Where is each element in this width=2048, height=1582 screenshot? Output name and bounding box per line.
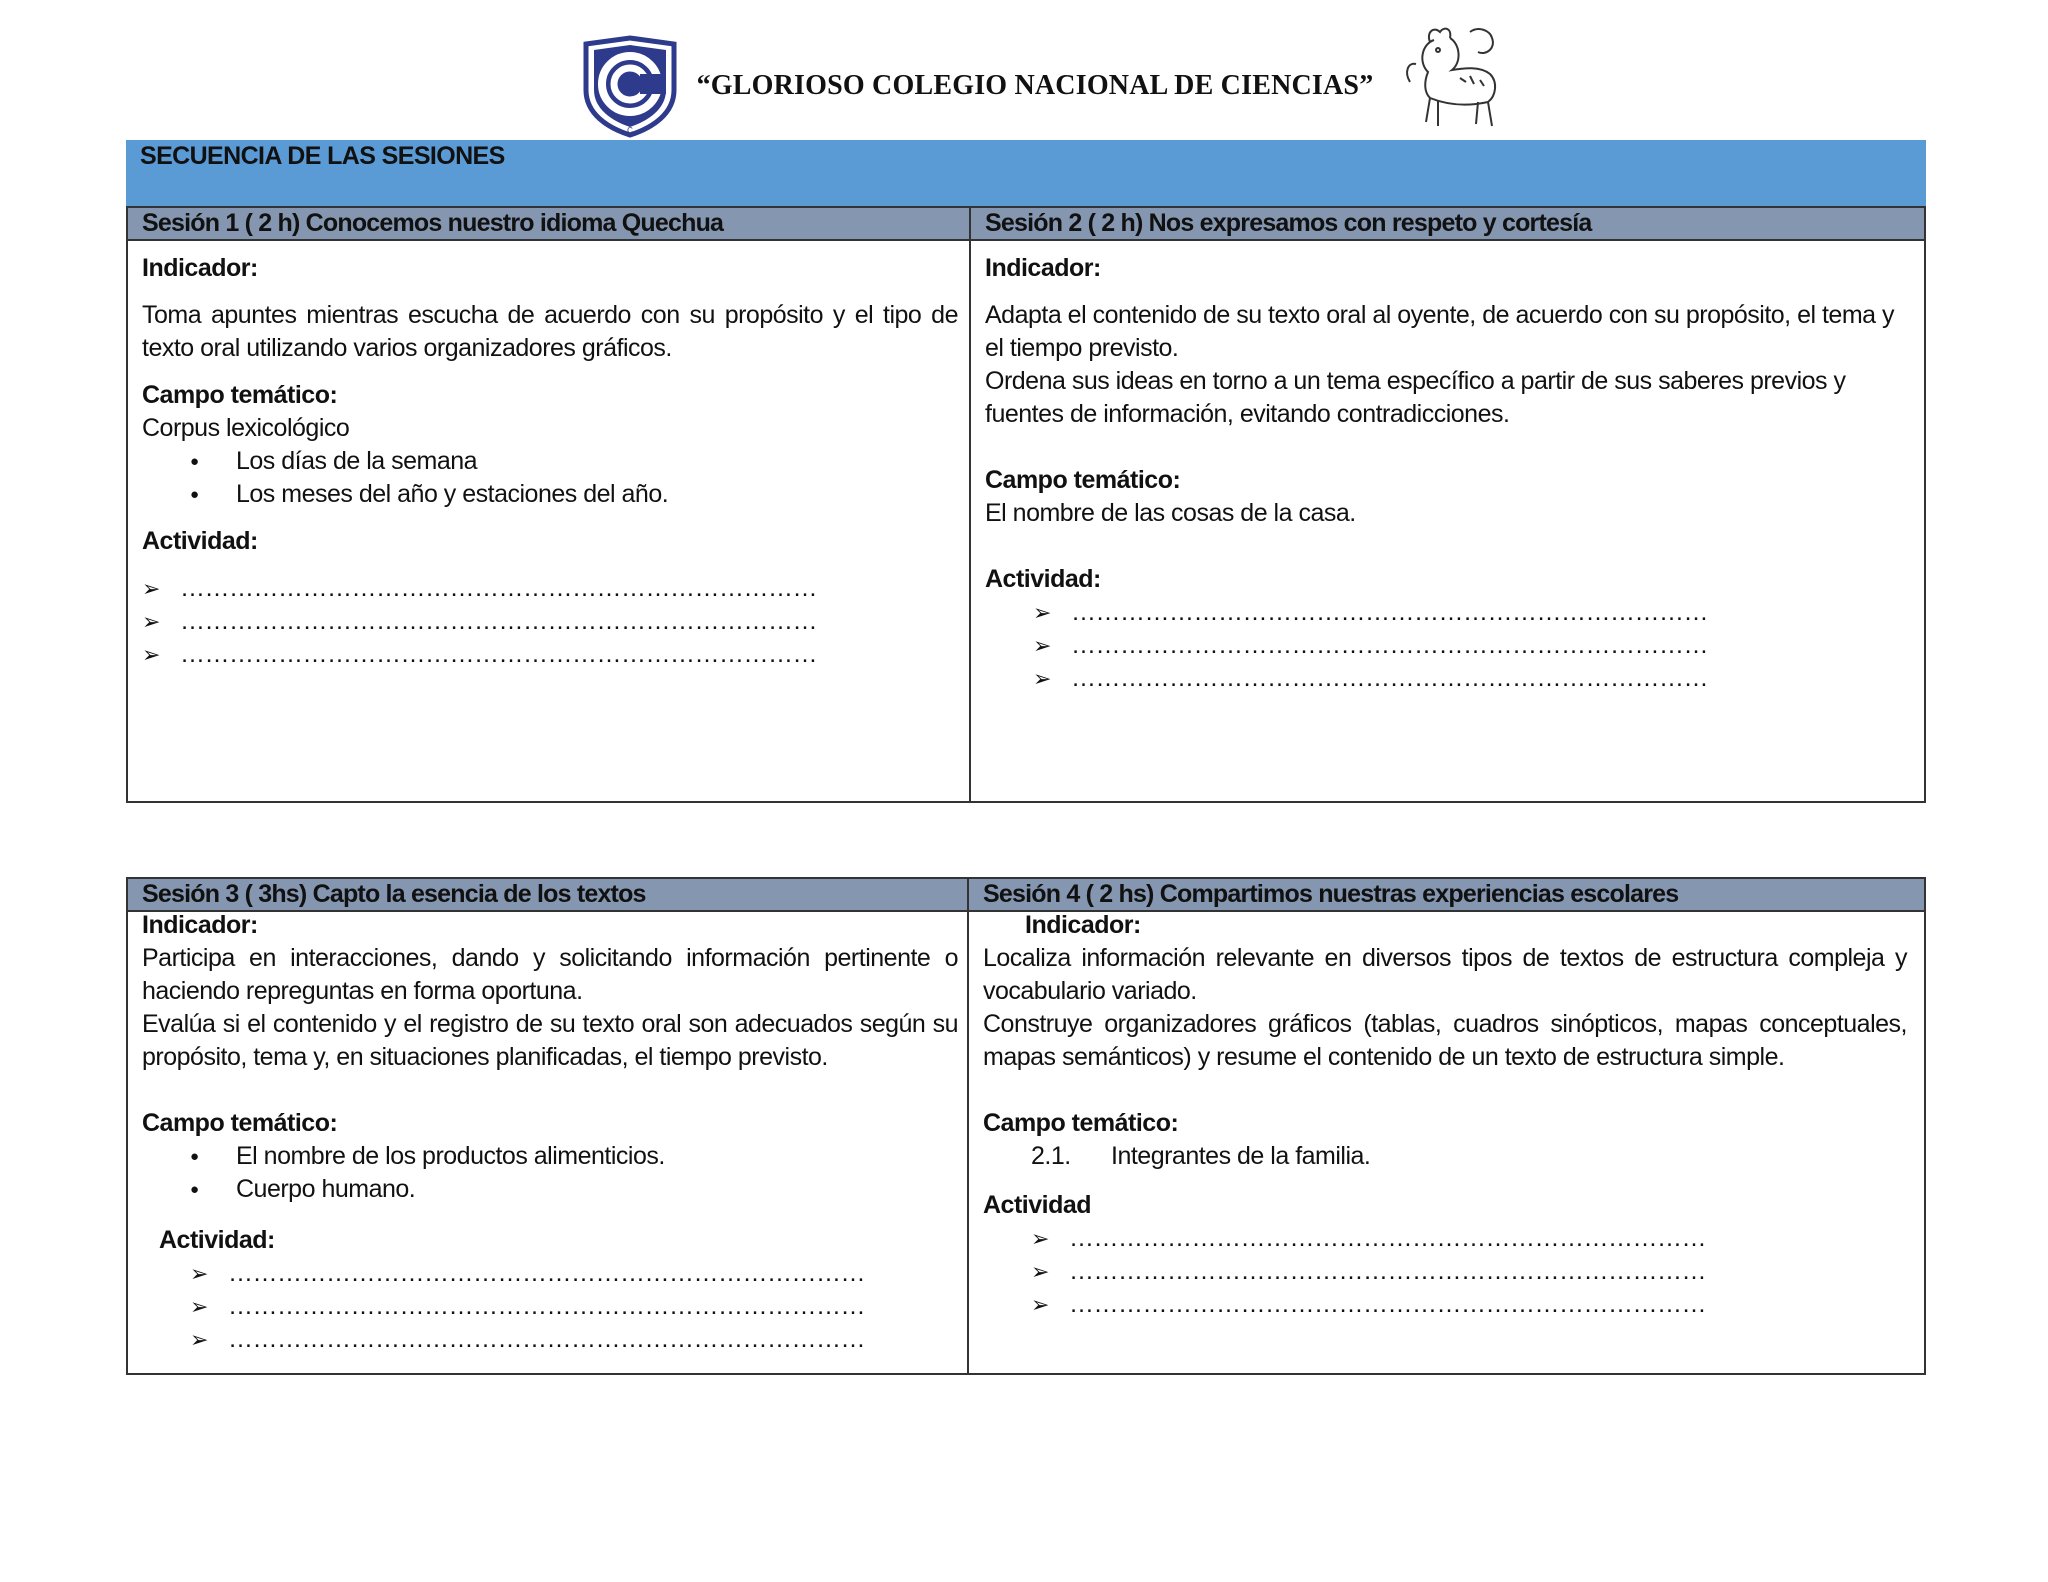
list-item: ● Los días de la semana	[142, 445, 958, 478]
session-4-theme-label: Campo temático:	[983, 1109, 1179, 1137]
list-item: ● Cuerpo humano.	[142, 1173, 958, 1206]
session-3-theme-list	[142, 1140, 958, 1206]
session-1-indicator-label: Indicador:	[142, 254, 258, 282]
list-item: ➢ ……………………………………………………………………	[190, 1290, 958, 1323]
list-item: ● El nombre de los productos alimenticios.	[142, 1140, 958, 1173]
session-4-activity-label: Actividad	[983, 1191, 1092, 1219]
list-item: ➢ ……………………………………………………………………	[190, 1323, 958, 1356]
list-item: ➢ ……………………………………………………………………	[1033, 596, 1909, 629]
session-1-activity-label: Actividad:	[142, 527, 258, 555]
list-item: ➢ ……………………………………………………………………	[1031, 1288, 1907, 1321]
session-2-theme-text: El nombre de las cosas de la casa.	[985, 499, 1356, 527]
session-4-indicator-text-2: Construye organizadores gráficos (tablas, cuadros sinópticos, mapas conceptuales, mapas semánticos) y resume el contenido de un texto de estructura simple.	[983, 1010, 1907, 1071]
session-4-indicator-text-1: Localiza información relevante en diversos tipos de textos de estructura compleja y vocabulario variado.	[983, 944, 1907, 1005]
session-4-content	[983, 909, 1907, 1321]
session-3-indicator-text-2: Evalúa si el contenido y el registro de su texto oral son adecuados según su propósito, tema y, en situaciones planificadas, el tiempo previsto.	[142, 1010, 958, 1071]
school-title: “GLORIOSO COLEGIO NACIONAL DE CIENCIAS”	[696, 70, 1374, 101]
session-4-indicator-label: Indicador:	[1025, 911, 1141, 939]
school-shield-logo-icon	[578, 34, 682, 138]
session-1-theme-label: Campo temático:	[142, 381, 338, 409]
session-4-theme-item	[983, 1140, 1907, 1173]
sessions-banner	[126, 140, 1926, 206]
list-item: ➢ ……………………………………………………………………	[142, 572, 958, 605]
session-1-theme-intro: Corpus lexicológico	[142, 414, 350, 442]
session-2-activity-list	[985, 596, 1909, 695]
list-item: ➢ ……………………………………………………………………	[1033, 662, 1909, 695]
session-1-theme-list	[142, 445, 958, 511]
svg-text:C: C	[627, 126, 633, 135]
session-1-activity-list	[142, 572, 958, 671]
session-4-activity-list	[983, 1222, 1907, 1321]
list-item: ➢ ……………………………………………………………………	[142, 638, 958, 671]
list-item: ➢ ……………………………………………………………………	[142, 605, 958, 638]
theme-item-number: 2.1.	[1031, 1142, 1071, 1170]
session-1-content	[142, 252, 958, 671]
session-3-activity-label: Actividad:	[159, 1226, 275, 1254]
session-3-content	[142, 909, 958, 1356]
theme-item-text: Integrantes de la familia.	[1111, 1142, 1371, 1170]
table-header-row	[128, 208, 1924, 241]
sessions-table-2	[126, 877, 1926, 1375]
session-2-title: Sesión 2 ( 2 h) Nos expresamos con respeto y cortesía	[985, 209, 1592, 237]
list-item: ● Los meses del año y estaciones del año.	[142, 478, 958, 511]
session-2-content	[985, 252, 1909, 695]
session-1-indicator-text: Toma apuntes mientras escucha de acuerdo con su propósito y el tipo de texto oral utilizando varios organizadores gráficos.	[142, 301, 958, 362]
banner-title: SECUENCIA DE LAS SESIONES	[140, 142, 505, 170]
list-item: ➢ ……………………………………………………………………	[190, 1257, 958, 1290]
session-3-title: Sesión 3 ( 3hs) Capto la esencia de los textos	[142, 880, 646, 908]
session-4-title: Sesión 4 ( 2 hs) Compartimos nuestras experiencias escolares	[983, 880, 1679, 908]
sessions-table-1	[126, 206, 1926, 803]
column-divider	[969, 208, 971, 801]
session-2-indicator-label: Indicador:	[985, 254, 1101, 282]
page-header	[0, 0, 2048, 140]
session-2-indicator-text-1: Adapta el contenido de su texto oral al oyente, de acuerdo con su propósito, el tema y el tiempo previsto.	[985, 301, 1895, 362]
list-item: ➢ ……………………………………………………………………	[1031, 1222, 1907, 1255]
session-3-indicator-label: Indicador:	[142, 911, 258, 939]
session-1-title: Sesión 1 ( 2 h) Conocemos nuestro idioma Quechua	[142, 209, 724, 237]
llama-mascot-logo-icon	[1400, 22, 1506, 134]
session-2-activity-label: Actividad:	[985, 565, 1101, 593]
list-item: ➢ ……………………………………………………………………	[1033, 629, 1909, 662]
table-header-row	[128, 879, 1924, 912]
list-item: ➢ ……………………………………………………………………	[1031, 1255, 1907, 1288]
session-3-indicator-text-1: Participa en interacciones, dando y solicitando información pertinente o haciendo repreguntas en forma oportuna.	[142, 944, 958, 1005]
session-3-activity-list	[142, 1257, 958, 1356]
column-divider	[967, 879, 969, 1373]
session-2-theme-label: Campo temático:	[985, 466, 1181, 494]
session-2-indicator-text-2: Ordena sus ideas en torno a un tema específico a partir de sus saberes previos y fuentes de información, evitando contradicciones.	[985, 367, 1846, 428]
session-3-theme-label: Campo temático:	[142, 1109, 338, 1137]
